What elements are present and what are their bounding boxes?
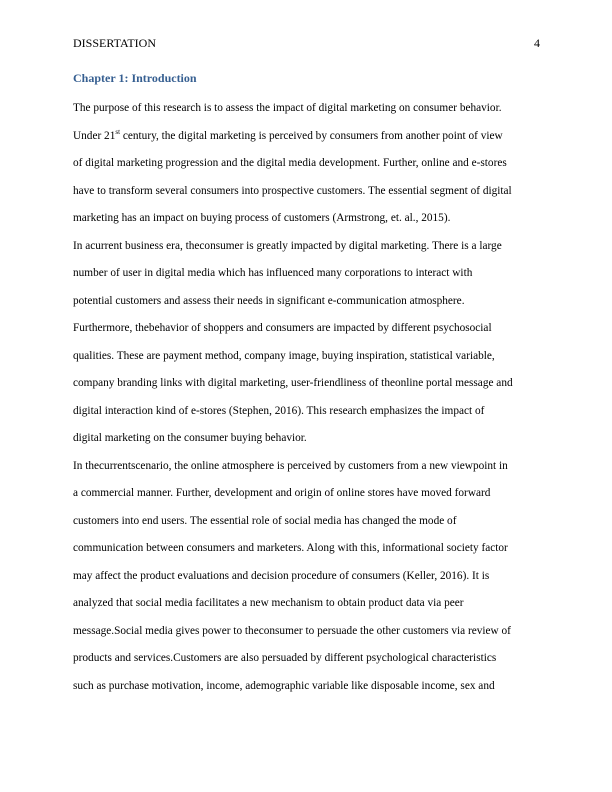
body-line: digital interaction kind of e-stores (Stephen, 2016). This research emphasizes the impact of (73, 404, 485, 417)
page-number: 4 (534, 36, 540, 50)
body-line: customers into end users. The essential role of social media has changed the mode of (73, 514, 457, 527)
body-line: analyzed that social media facilitates a new mechanism to obtain product data via peer (73, 597, 464, 609)
body-line: may affect the product evaluations and decision procedure of consumers (Keller, 2016). It is (73, 569, 490, 582)
body-line: have to transform several consumers into prospective customers. The essential segment of digital (73, 184, 512, 197)
body-line: products and services.Customers are also persuaded by different psychological characteristics (73, 652, 497, 664)
body-line: number of user in digital media which has influenced many corporations to interact with (73, 267, 473, 279)
body-text (73, 95, 543, 700)
body-line: digital marketing on the consumer buying behavior. (73, 432, 307, 444)
body-line: of digital marketing progression and the digital media development. Further, online and e-stores (73, 157, 507, 169)
body-line: marketing has an impact on buying process of customers (Armstrong, et. al., 2015). (73, 212, 451, 224)
body-line: Furthermore, thebehavior of shoppers and consumers are impacted by different psychosocial (73, 322, 492, 334)
body-line (73, 123, 543, 151)
body-line: In acurrent business era, theconsumer is greatly impacted by digital marketing. There is a large (73, 239, 502, 252)
body-line: such as purchase motivation, income, ademographic variable like disposable income, sex and (73, 679, 495, 692)
body-line-text: Under 21 (73, 129, 116, 142)
running-header-title: DISSERTATION (73, 36, 156, 50)
body-line: In thecurrentscenario, the online atmosphere is perceived by customers from a new viewpoint in (73, 459, 508, 472)
ordinal-superscript: st (115, 127, 121, 136)
body-line: potential customers and assess their needs in significant e-communication atmosphere. (73, 294, 465, 307)
body-line-text: century, the digital marketing is perceived by consumers from another point of view (120, 129, 503, 142)
body-line: communication between consumers and marketers. Along with this, informational society factor (73, 542, 508, 554)
chapter-heading: Chapter 1: Introduction (73, 71, 197, 85)
body-line: message.Social media gives power to theconsumer to persuade the other customers via review of (73, 624, 511, 637)
body-line: a commercial manner. Further, development and origin of online stores have moved forward (73, 487, 491, 499)
body-line: company branding links with digital marketing, user-friendliness of theonline portal message and (73, 377, 513, 389)
body-line: qualities. These are payment method, company image, buying inspiration, statistical variable, (73, 349, 495, 362)
body-line: The purpose of this research is to assess the impact of digital marketing on consumer behavior. (73, 102, 502, 114)
